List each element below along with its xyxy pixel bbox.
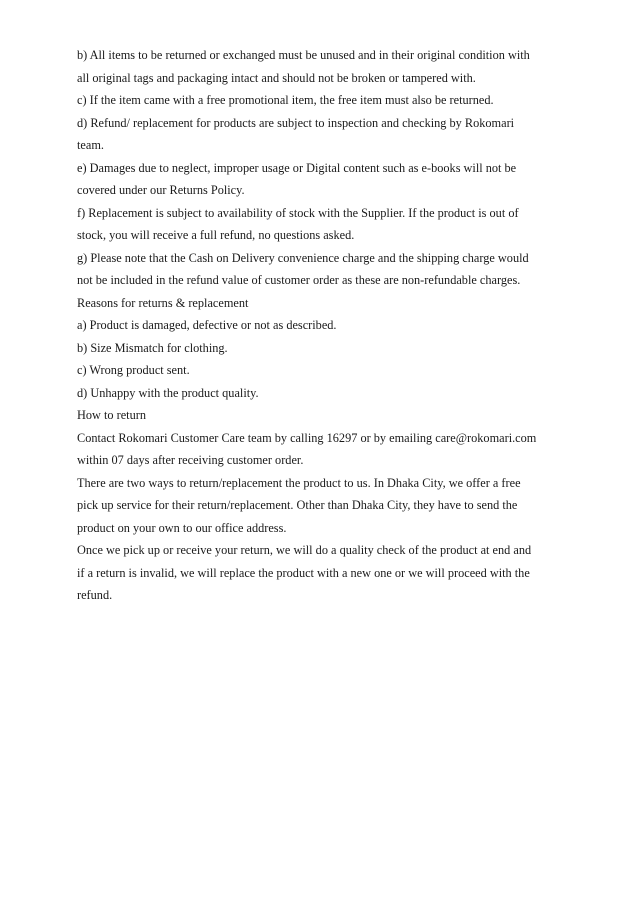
text-line: d) Unhappy with the product quality.: [77, 385, 259, 400]
text-line: if a return is invalid, we will replace the product with a new one or we will proceed with the: [77, 565, 530, 580]
text-line: covered under our Returns Policy.: [77, 183, 245, 197]
text-line: Once we pick up or receive your return, we will do a quality check of the product at end and: [77, 543, 532, 557]
section-heading-how-to-return: How to return: [77, 408, 146, 422]
text-line: Contact Rokomari Customer Care team by calling 16297 or by emailing care@rokomari.com: [77, 430, 537, 445]
text-line: not be included in the refund value of customer order as these are non-refundable charges.: [77, 273, 521, 287]
text-line: all original tags and packaging intact and should not be broken or tampered with.: [77, 70, 476, 85]
text-line: d) Refund/ replacement for products are subject to inspection and checking by Rokomari: [77, 115, 515, 130]
document-body: [77, 44, 567, 607]
text-line: c) Wrong product sent.: [77, 363, 190, 377]
text-line: b) Size Mismatch for clothing.: [77, 340, 228, 355]
text-line: refund.: [77, 588, 113, 602]
text-line: stock, you will receive a full refund, no questions asked.: [77, 228, 355, 242]
text-line: b) All items to be returned or exchanged must be unused and in their original condition with: [77, 48, 530, 62]
text-line: e) Damages due to neglect, improper usage or Digital content such as e-books will not be: [77, 160, 517, 175]
text-line: product on your own to our office address.: [77, 520, 287, 535]
text-line: c) If the item came with a free promotional item, the free item must also be returned.: [77, 93, 494, 107]
text-line: f) Replacement is subject to availability of stock with the Supplier. If the product is out of: [77, 205, 519, 220]
text-line: g) Please note that the Cash on Delivery convenience charge and the shipping charge would: [77, 250, 529, 265]
text-line: pick up service for their return/replacement. Other than Dhaka City, they have to send the: [77, 498, 518, 512]
text-line: within 07 days after receiving customer order.: [77, 453, 304, 467]
text-line: There are two ways to return/replacement the product to us. In Dhaka City, we offer a free: [77, 475, 521, 490]
text-line: team.: [77, 138, 104, 152]
text-line: a) Product is damaged, defective or not as described.: [77, 318, 337, 332]
section-heading-reasons: Reasons for returns & replacement: [77, 295, 249, 310]
